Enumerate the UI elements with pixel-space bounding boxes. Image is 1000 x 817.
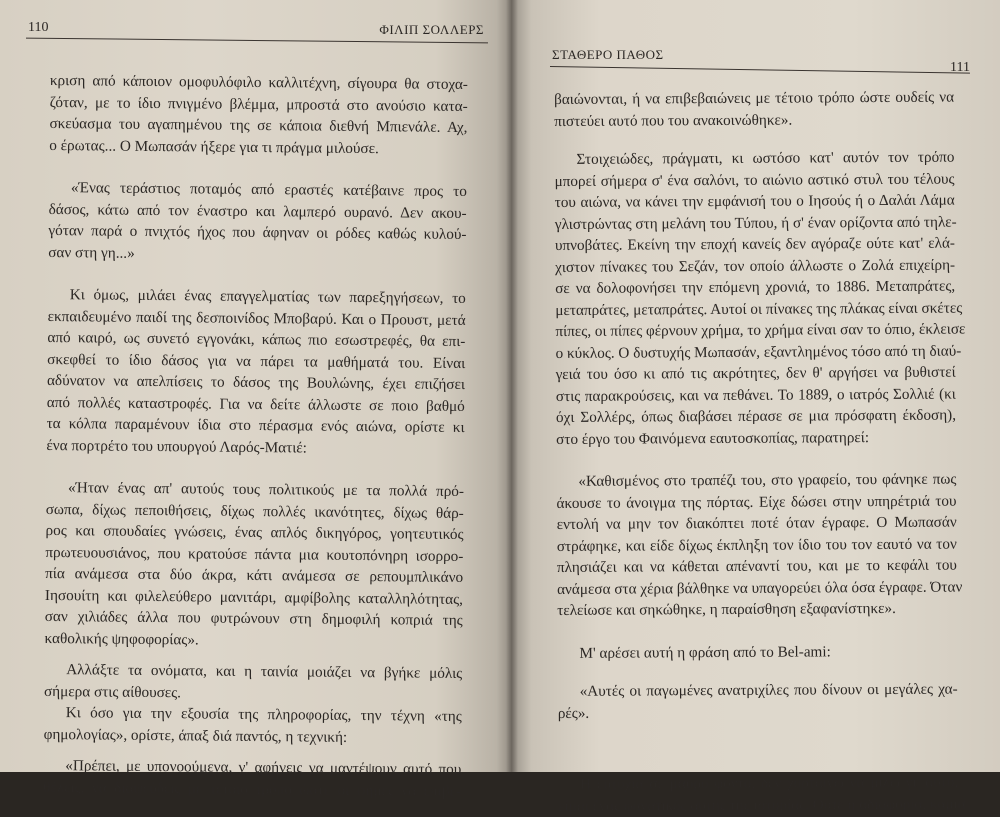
left-page-text <box>43 70 468 802</box>
text-line: γλιστρώντας στη μελάνη του Τύπου, ή σ' έναν ορίζοντα από τηλε- <box>554 213 957 233</box>
text-line: σαν στη γη...» <box>48 243 135 262</box>
text-line: πία ανάμεσα στα δύο άκρα, κάτι ανάμεσα σε ρεπουμπλικάνο <box>45 564 464 586</box>
text-line: ο έρωτας... Ο Μωπασάν ήξερε για τι πράγμα μιλούσε. <box>49 136 379 157</box>
right-paragraph-3 <box>556 469 963 622</box>
text-line: σε να δολοφονήσει την επόμενη χρονιά, το 1886. Μεταπράτες, <box>555 277 956 297</box>
text-line: «Ήταν ένας απ' αυτούς τους πολιτικούς με τα πολλά πρό- <box>67 479 465 500</box>
text-line: κριση από κάποιον ομοφυλόφιλο καλλιτέχνη, σίγουρα θα στοχα- <box>49 71 468 94</box>
text-line: ανάμεσα στα χέρια βάλθηκε να υπαγορεύει όλα όσα έγραφε. Όταν <box>557 578 963 598</box>
text-line: «Ένας τεράστιος ποταμός από εραστές κατέβαινε προς το <box>70 179 467 201</box>
book-gutter <box>506 0 518 772</box>
text-line: εντολή να μην τον διακόπτει ποτέ όταν έγραφε. Ο Μωπασάν <box>556 513 957 533</box>
text-line: Κι όμως, μιλάει ένας επαγγελματίας των παρεξηγήσεων, το <box>69 286 466 308</box>
left-header-rule <box>26 38 488 44</box>
text-line: ρος και σπουδαίες γνώσεις, ένας απλός δικηγόρος, γοητευτικός <box>45 521 464 543</box>
text-line: σήμερα στις αίθουσες. <box>43 682 182 701</box>
text-line: μεταπράτες, μεταπράτες. Αυτοί οι πίνακες της πλάκας είναι σκέτες <box>555 299 963 319</box>
text-line: γόταν παρά ο πνιχτός ήχος που άφηναν οι ρόδες καθώς κυλού- <box>48 221 467 244</box>
text-line: πίπες, οι πίπες φέρνουν χρήμα, το χρήμα είναι σαν το όπιο, έκλεισε <box>555 320 966 340</box>
text-line: σαν χιλιάδες άλλα που φυτρώνουν στη δημοφιλή κοπριά της <box>44 607 463 629</box>
text-line: μπορεί σήμερα σ' ένα σαλόνι, το αιώνιο αστικό στυλ του τέλους <box>554 170 955 190</box>
text-line: του αιώνα, να κάνει την εμφάνισή του ο Ιησούς ή ο Δαλάι Λάμα <box>554 191 955 211</box>
text-line: ζόταν, με το ίδιο πνιγμένο βλέμμα, μπροστά στο ανούσιο κατα- <box>49 93 468 115</box>
left-paragraph-2 <box>48 177 467 267</box>
text-line: «Πρέπει, με υπονοούμενα, ν' αφήνεις να μαντέψουν αυτό που <box>65 757 462 778</box>
right-paragraph-6 <box>558 772 966 817</box>
text-line: σωπα, δίχως πεποιθήσεις, δίχως πολλές ικανότητες, δίχως θάρ- <box>45 500 464 522</box>
text-line: εκπαιδευμένο παιδί της δεσποινίδος Μποβαρύ. Και ο Προυστ, μετά <box>47 307 466 329</box>
text-line: Κι όσο για την εξουσία της πληροφορίας, την τέχνη «της <box>65 704 462 725</box>
right-paragraph-5 <box>558 679 958 724</box>
text-line: στις παρακρούσεις, και να πεθάνει. Το 1889, ο ιατρός Σολλιέ (κι <box>555 385 956 405</box>
text-line: Αλλάξτε τα ονόματα, και η ταινία μοιάζει να βγήκε μόλις <box>66 661 463 682</box>
text-line: άκουσε το άνοιγμα της πόρτας. Είχε δώσει στην υπηρέτριά του <box>556 492 957 512</box>
text-line: «Αυτές οι παγωμένες ανατριχίλες που δίνουν οι μεγάλες χα- <box>579 680 958 700</box>
text-line: τελείωσε και σηκώθηκε, η παραίσθηση εξαφανίστηκε». <box>557 599 896 619</box>
text-line: αδύνατον να απελπίσεις το δάσος της Βουλώνης, έχει επιζήσει <box>46 371 466 393</box>
text-line: από πολλές καταστροφές. Για να δείτε άλλωστε σε ποιο βαθμό <box>46 393 465 415</box>
right-running-head: ΣΤΑΘΕΡΟ ΠΑΘΟΣ <box>552 47 664 62</box>
right-header-rule <box>550 66 970 74</box>
text-line: στράφηκε, και είδε δίχως έκπληξη τον ίδιο του τον εαυτό να τον <box>556 535 957 555</box>
text-line: Η ευτυχία σε μαύρο φόντο, δεν χορταίνω να μιλώ γι' αυτό, <box>580 773 959 793</box>
left-paragraph-5 <box>44 659 462 706</box>
text-line: σκεύασμα του αγαπημένου της σε κάποια διεθνή Μπιενάλε. Αχ, <box>49 114 468 137</box>
text-line: υπνοβάτες. Εκείνη την εποχή κανείς δεν αγόραζε ούτε κατ' ελά- <box>554 234 956 254</box>
text-line: από καιρό, ως συνετό εγγονάκι, κάπως πιο εσωστρεφές, θα επι- <box>47 328 466 350</box>
right-paragraph-1 <box>554 87 954 132</box>
text-line: «Καθισμένος στο τραπέζι του, στο γραφείο, του φάνηκε πως <box>578 470 957 490</box>
left-paragraph-7 <box>43 755 461 802</box>
left-paragraph-1 <box>49 70 468 160</box>
text-line: σκεφθεί το ίδιο δάσος για να πάρει τα μαθήματά του. Είναι <box>47 350 466 372</box>
text-line: Μ' αρέσει αυτή η φράση από το Bel-ami: <box>579 642 831 662</box>
text-line: πλησιάζει και να κάθεται απέναντί του, και με το κεφάλι του <box>556 556 957 576</box>
text-line: ο κύκλος. Ο δυστυχής Μωπασάν, εξαντλημένος τόσο από τη διαύ- <box>555 342 962 362</box>
text-line: δάσος, κάτω από τον έναστρο και λαμπερό ουρανό. Δεν ακου- <box>48 200 467 222</box>
left-paragraph-4 <box>44 477 464 653</box>
left-paragraph-6 <box>44 702 462 749</box>
text-line: ρές». <box>557 704 590 722</box>
text-line: Στοιχειώδες, πράγματι, κι ωστόσο κατ' αυτόν τον τρόπο <box>576 148 955 168</box>
right-page <box>512 0 1000 815</box>
left-paragraph-3 <box>46 284 466 460</box>
text-line: θέλεις, να διαψεύδεις με τέτοιο τρόπο ώστε οι φήμες να επιβε- <box>43 778 462 800</box>
left-running-head: ΦΙΛΙΠ ΣΟΛΛΕΡΣ <box>379 22 484 37</box>
text-line: στο έργο του Φαινόμενα εαυτοσκοπίας, παρατηρεί: <box>556 428 870 448</box>
text-line: είμαι ένας φανατικός αυτής της ιστορίας. Ούτε η αδιαφορία, καμιά <box>558 794 966 815</box>
text-line: βαιώνονται, ή να επιβεβαιώνεις με τέτοιο τρόπο ώστε ουδείς να <box>554 88 955 108</box>
right-page-number: 111 <box>950 60 970 75</box>
text-line: πρωτευουσιάνος, που κρατούσε πάντα μια κουτοπόνηρη ισορρο- <box>45 543 464 565</box>
text-line: γειά του όσο κι από τις ακρότητες, δεν θ' αργήσει να βυθιστεί <box>555 363 956 383</box>
text-line: ένα πορτρέτο του υπουργού Λαρός-Ματιέ: <box>46 436 308 456</box>
text-line: όχι Σολλέρς, όπως διαβάσει πέρασε σε μια πρόσφατη έκδοση), <box>555 406 957 426</box>
text-line: χιστον πίνακες του Σεζάν, τον οποίο άλλωστε ο Ζολά επιχείρη- <box>555 256 956 276</box>
right-paragraph-2 <box>554 147 966 450</box>
right-paragraph-4 <box>557 640 957 664</box>
text-line: πιστεύει αυτό που του ανακοινώθηκε». <box>554 111 793 130</box>
text-line: φημολογίας», ορίστε, άπαξ διά παντός, η τεχνική: <box>43 725 348 746</box>
right-page-text <box>554 87 966 817</box>
text-line: Ιησουίτη και φιλελεύθερο μανιτάρι, αμφίβολης καταλληλότητας, <box>44 586 464 608</box>
left-page-number: 110 <box>28 20 49 35</box>
text-line: καθολικής ψηφοφορίας». <box>44 629 199 648</box>
text-line: τα κόλπα παραμένουν ίδια στο πέρασμα ενός αιώνα, ορίστε κι <box>46 414 465 436</box>
